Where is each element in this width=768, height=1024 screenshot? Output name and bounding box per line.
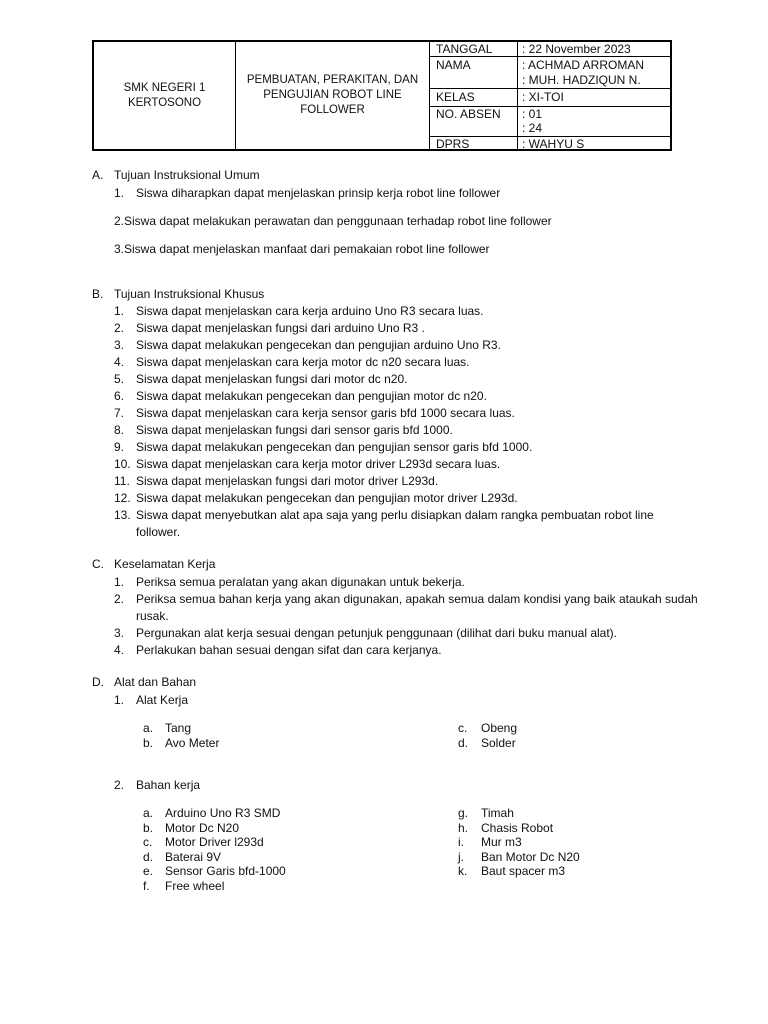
section-b-item-text: Siswa dapat menjelaskan cara kerja motor driver L293d secara luas.	[136, 457, 501, 471]
bahan-letter: f.	[143, 879, 150, 893]
value-tanggal: : 22 November 2023	[522, 42, 631, 56]
bahan-item: Motor Dc N20	[165, 820, 240, 835]
section-b-item-text: Siswa dapat melakukan pengecekan dan pengujian sensor garis bfd 1000.	[136, 440, 533, 454]
section-b-item-text: Siswa dapat menjelaskan fungsi dari motor driver L293d.	[136, 474, 439, 488]
label-kelas: KELAS	[436, 90, 475, 104]
section-b-title: Tujuan Instruksional Khusus	[114, 287, 265, 301]
school-name: SMK NEGERI 1 KERTOSONO	[123, 81, 206, 109]
bahan-letter: b.	[143, 820, 154, 835]
header-table	[92, 40, 672, 151]
section-c-item-text: Periksa semua peralatan yang akan digunakan untuk bekerja.	[136, 575, 465, 589]
section-c-item-num: 2.	[114, 592, 125, 606]
section-c-letter: C.	[92, 557, 104, 571]
section-c-title: Keselamatan Kerja	[114, 557, 216, 571]
section-a-title: Tujuan Instruksional Umum	[114, 168, 260, 182]
section-c-item-num: 4.	[114, 643, 125, 657]
section-d-title: Alat dan Bahan	[114, 675, 197, 689]
section-c-item-num: 3.	[114, 626, 125, 640]
section-b-item-text: Siswa dapat menjelaskan fungsi dari arduino Uno R3 .	[136, 321, 425, 335]
bahan-letter: i.	[458, 835, 464, 850]
section-b-item-num: 4.	[114, 355, 125, 369]
section-c-item-cont: rusak.	[136, 609, 169, 623]
section-a-letter: A.	[92, 168, 104, 182]
bahan-letter: g.	[458, 806, 469, 820]
section-b-item-text: Siswa dapat melakukan pengecekan dan pengujian motor dc n20.	[136, 389, 487, 403]
section-b-item-num: 10.	[114, 457, 131, 471]
bahan-item: Sensor Garis bfd-1000	[165, 864, 286, 879]
alat-letter: c.	[458, 721, 468, 735]
alat-letter: d.	[458, 735, 469, 750]
bahan-item: Baut spacer m3	[481, 864, 566, 879]
section-a-item-text: Siswa diharapkan dapat menjelaskan prinsip kerja robot line follower	[136, 186, 501, 200]
alat-kerja-num: 1.	[114, 693, 125, 707]
section-c-item-text: Perlakukan bahan sesuai dengan sifat dan cara kerjanya.	[136, 643, 442, 657]
label-nama: NAMA	[436, 58, 471, 72]
alat-letter: b.	[143, 735, 154, 750]
bahan-item: Chasis Robot	[481, 820, 554, 835]
section-b-item-text: Siswa dapat menjelaskan cara kerja motor dc n20 secara luas.	[136, 355, 470, 369]
bahan-item: Baterai 9V	[165, 849, 222, 864]
document-title: PEMBUATAN, PERAKITAN, DAN PENGUJIAN ROBOT LINE FOLLOWER	[246, 74, 419, 116]
bahan-letter: e.	[143, 864, 154, 879]
section-b-item-num: 1.	[114, 304, 125, 318]
section-b-item-cont: follower.	[136, 525, 181, 539]
alat-item: Tang	[165, 721, 192, 735]
bahan-item: Free wheel	[165, 879, 225, 893]
section-b-item-text: Siswa dapat menjelaskan cara kerja arduino Uno R3 secara luas.	[136, 304, 484, 318]
section-b-item-text: Siswa dapat melakukan pengecekan dan pengujian motor driver L293d.	[136, 491, 518, 505]
section-b-item-num: 7.	[114, 406, 125, 420]
bahan-item: Motor Driver l293d	[165, 835, 264, 850]
bahan-item: Mur m3	[481, 835, 522, 850]
section-c-item-text: Pergunakan alat kerja sesuai dengan petunjuk penggunaan (dilihat dari buku manual alat).	[136, 626, 618, 640]
section-b-letter: B.	[92, 287, 104, 301]
bahan-kerja-num: 2.	[114, 778, 125, 792]
section-b-item-num: 12.	[114, 491, 131, 505]
section-b-item-num: 9.	[114, 440, 125, 454]
alat-letter: a.	[143, 721, 154, 735]
bahan-kerja-title: Bahan kerja	[136, 778, 201, 792]
bahan-letter: h.	[458, 820, 469, 835]
value-absen-1: : 01	[522, 107, 543, 121]
section-b-item-num: 2.	[114, 321, 125, 335]
alat-item: Solder	[481, 735, 516, 750]
bahan-item: Ban Motor Dc N20	[481, 849, 580, 864]
label-tanggal: TANGGAL	[436, 42, 493, 56]
bahan-letter: j.	[458, 849, 464, 864]
section-c-item-text: Periksa semua bahan kerja yang akan digunakan, apakah semua dalam kondisi yang baik ataukah sudah	[136, 592, 698, 606]
alat-item: Obeng	[481, 721, 518, 735]
value-nama-2: : MUH. HADZIQUN N.	[522, 73, 641, 87]
section-b-item-text: Siswa dapat menjelaskan fungsi dari motor dc n20.	[136, 372, 408, 386]
bahan-item: Arduino Uno R3 SMD	[165, 806, 281, 820]
section-b-item-num: 13.	[114, 508, 131, 522]
section-a-item-num: 1.	[114, 186, 125, 200]
section-a-item-3: 3.Siswa dapat menjelaskan manfaat dari pemakaian robot line follower	[114, 242, 490, 256]
section-a-item-2: 2.Siswa dapat melakukan perawatan dan penggunaan terhadap robot line follower	[114, 214, 552, 228]
section-b-item-text: Siswa dapat melakukan pengecekan dan pengujian arduino Uno R3.	[136, 338, 501, 352]
section-b-item-num: 8.	[114, 423, 125, 437]
section-b-item-text: Siswa dapat menjelaskan fungsi dari sensor garis bfd 1000.	[136, 423, 453, 437]
label-dprs: DPRS	[436, 137, 470, 151]
bahan-letter: k.	[458, 864, 468, 879]
section-d-letter: D.	[92, 675, 104, 689]
section-b-item-text: Siswa dapat menyebutkan alat apa saja yang perlu disiapkan dalam rangka pembuatan robot line	[136, 508, 654, 522]
bahan-letter: a.	[143, 806, 154, 820]
value-nama-1: : ACHMAD ARROMAN	[522, 58, 645, 72]
section-b-item-num: 5.	[114, 372, 125, 386]
section-b-item-num: 3.	[114, 338, 125, 352]
alat-kerja-title: Alat Kerja	[136, 693, 189, 707]
bahan-letter: d.	[143, 849, 154, 864]
value-kelas: : XI-TOI	[522, 90, 564, 104]
alat-item: Avo Meter	[165, 735, 220, 750]
section-b-item-num: 6.	[114, 389, 125, 403]
section-b-item-num: 11.	[114, 474, 130, 488]
bahan-item: Timah	[481, 806, 514, 820]
value-dprs: : WAHYU S	[522, 137, 585, 151]
label-no-absen: NO. ABSEN	[436, 107, 501, 121]
value-absen-2: : 24	[522, 121, 543, 135]
section-b-item-text: Siswa dapat menjelaskan cara kerja sensor garis bfd 1000 secara luas.	[136, 406, 515, 420]
bahan-letter: c.	[143, 835, 153, 850]
section-c-item-num: 1.	[114, 575, 125, 589]
